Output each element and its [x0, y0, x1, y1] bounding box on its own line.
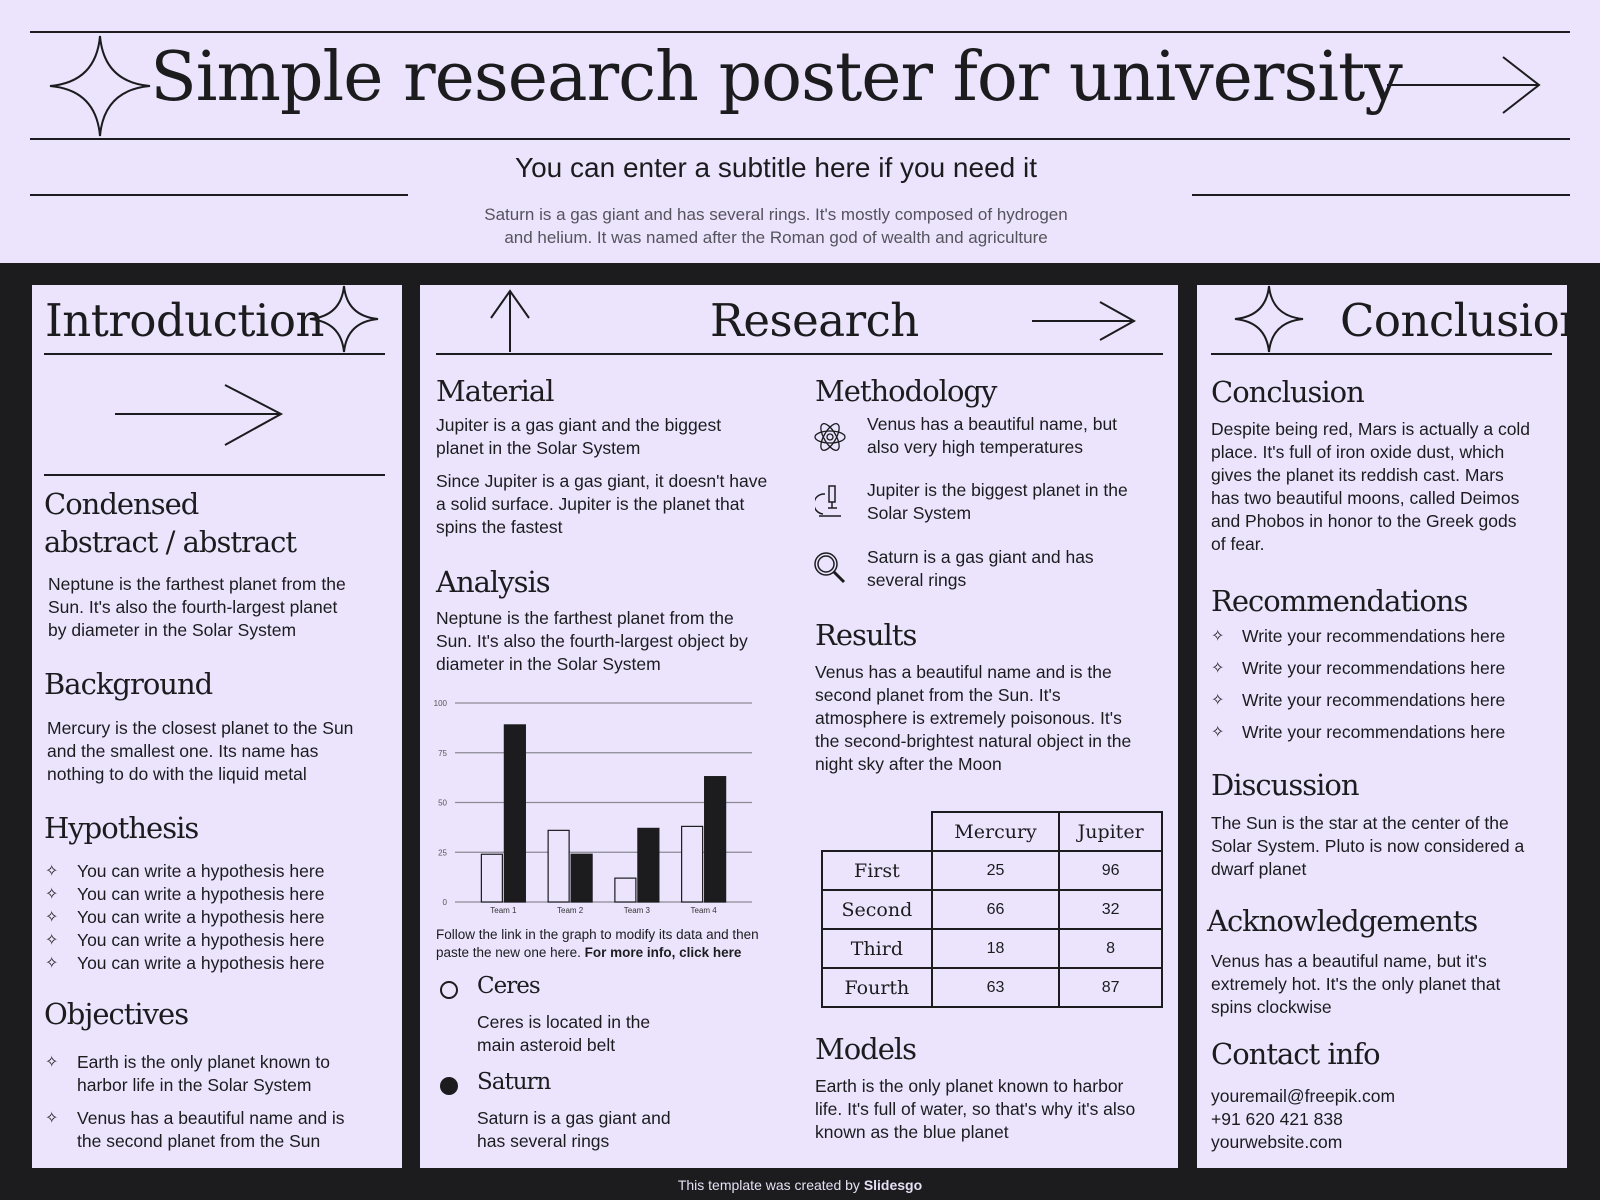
slidesgo-link[interactable]: Slidesgo: [863, 1177, 923, 1193]
table-header: Mercury: [932, 812, 1059, 851]
divider: [30, 138, 1570, 140]
table-cell: 18: [932, 929, 1059, 968]
bar-ceres: [682, 826, 703, 902]
sparkle-icon: ✧: [45, 863, 59, 880]
sparkle-icon: ✧: [1211, 692, 1225, 709]
list-item: [1211, 689, 1561, 712]
text-line: The Sun is the star at the center of the: [1211, 813, 1509, 833]
list-item: [45, 1051, 385, 1097]
table-cell: 8: [1059, 929, 1162, 968]
bar-saturn: [571, 854, 592, 902]
background-title: Background: [44, 667, 213, 701]
table-corner: [822, 812, 932, 851]
x-tick-label: Team 1: [490, 906, 517, 915]
divider: [1192, 194, 1570, 196]
arrow-right-icon: [113, 383, 285, 447]
table-cell: Fourth: [822, 968, 932, 1007]
text-line: several rings: [867, 570, 967, 590]
legend-ceres-title: Ceres: [477, 973, 540, 999]
text-line: spins the fastest: [436, 517, 563, 537]
item-text: [77, 1051, 330, 1097]
analysis-text: [436, 607, 748, 676]
conclusion-title: Conclusion: [1211, 375, 1364, 409]
list-item: [1211, 657, 1561, 680]
bar-chart[interactable]: [420, 690, 780, 920]
chart-note: [436, 926, 759, 962]
bar-ceres: [548, 830, 569, 902]
bar-ceres: [481, 854, 502, 902]
methodology-item-text: [867, 413, 1117, 459]
text-line: diameter in the Solar System: [436, 654, 661, 674]
text-line: and Phobos in honor to the Greek gods: [1211, 511, 1517, 531]
text-line: second planet from the Sun. It's: [815, 685, 1061, 705]
discussion-text: [1211, 812, 1524, 881]
divider: [44, 474, 385, 476]
text-line: night sky after the Moon: [815, 754, 1002, 774]
star-icon: [1233, 284, 1305, 354]
table-cell: Second: [822, 890, 932, 929]
text-line: Neptune is the farthest planet from the: [48, 574, 346, 594]
item-text: You can write a hypothesis here: [77, 930, 325, 950]
text-line: a solid surface. Jupiter is the planet that: [436, 494, 745, 514]
text-line: spins clockwise: [1211, 997, 1332, 1017]
y-tick-label: 50: [438, 798, 447, 808]
text-line: the second-brightest natural object in the: [815, 731, 1132, 751]
sparkle-icon: ✧: [45, 955, 59, 972]
atom-icon: [813, 420, 847, 454]
text-line: Jupiter is the biggest planet in the: [867, 480, 1128, 500]
sparkle-icon: ✧: [45, 932, 59, 949]
item-text: [77, 1107, 345, 1153]
y-tick-label: 0: [442, 898, 447, 907]
arrow-right-icon: [1030, 300, 1138, 342]
sparkle-icon: ✧: [45, 1110, 59, 1127]
objectives-title: Objectives: [44, 997, 189, 1031]
table-cell: 87: [1059, 968, 1162, 1007]
methodology-title: Methodology: [815, 374, 997, 408]
methodology-item-text: [867, 546, 1094, 592]
sparkle-icon: ✧: [1211, 628, 1225, 645]
header: [0, 0, 1600, 263]
text-line: Ceres is located in the: [477, 1012, 651, 1032]
list-item: [45, 952, 385, 975]
list-item: [45, 929, 385, 952]
divider: [44, 353, 385, 355]
analysis-title: Analysis: [436, 565, 550, 599]
text-line: atmosphere is extremely poisonous. It's: [815, 708, 1122, 728]
table-row: [822, 890, 1162, 929]
item-text: Write your recommendations here: [1242, 722, 1506, 742]
more-info-link[interactable]: For more info, click here: [584, 945, 742, 960]
list-item: [1211, 721, 1561, 744]
text-line: has several rings: [477, 1131, 610, 1151]
conclusion-panel-title: Conclusion: [1340, 294, 1588, 347]
text-line: Despite being red, Mars is actually a cold: [1211, 419, 1531, 439]
condensed-title: Condensed: [44, 487, 199, 521]
microscope-icon: [815, 484, 845, 520]
text-line: Venus has a beautiful name and is: [77, 1108, 345, 1128]
text-line: Neptune is the farthest planet from the: [436, 608, 734, 628]
list-item: [45, 906, 385, 929]
item-text: You can write a hypothesis here: [77, 884, 325, 904]
discussion-title: Discussion: [1211, 768, 1359, 802]
bar-saturn: [705, 777, 726, 902]
text-line: also very high temperatures: [867, 437, 1083, 457]
text-line: Venus has a beautiful name and is the: [815, 662, 1112, 682]
page-title: Simple research poster for university: [150, 38, 1402, 117]
divider: [436, 353, 1163, 355]
text-line: and the smallest one. Its name has: [47, 741, 319, 761]
text-line: Saturn is a gas giant and: [477, 1108, 671, 1128]
description: [0, 203, 1552, 249]
item-text: You can write a hypothesis here: [77, 953, 325, 973]
bar-saturn: [638, 828, 659, 902]
sparkle-icon: ✧: [1211, 724, 1225, 741]
sparkle-icon: ✧: [1211, 660, 1225, 677]
y-tick-label: 100: [433, 699, 447, 708]
list-item: [1211, 625, 1561, 648]
table-cell: First: [822, 851, 932, 890]
text-line: Solar System: [867, 503, 972, 523]
text-line: harbor life in the Solar System: [77, 1075, 312, 1095]
table-row: [822, 851, 1162, 890]
subtitle: You can enter a subtitle here if you need it: [515, 152, 1037, 183]
material-title: Material: [436, 374, 554, 408]
table-header: Jupiter: [1059, 812, 1162, 851]
email-link[interactable]: youremail@freepik.com: [1211, 1086, 1396, 1106]
material-text: [436, 470, 767, 539]
footer-text: This template was created by: [677, 1177, 864, 1193]
table-cell: 63: [932, 968, 1059, 1007]
material-text: [436, 414, 721, 460]
phone-number: +91 620 421 838: [1211, 1109, 1343, 1129]
table-cell: 32: [1059, 890, 1162, 929]
contact-title: Contact info: [1211, 1037, 1380, 1071]
table-cell: 25: [932, 851, 1059, 890]
x-tick-label: Team 3: [623, 906, 650, 915]
list-item: [45, 883, 385, 906]
text-line: Earth is the only planet known to harbor: [815, 1076, 1124, 1096]
list-item: [45, 860, 385, 883]
condensed-text: [48, 573, 346, 642]
text-line: place. It's full of iron oxide dust, which: [1211, 442, 1505, 462]
text-line: Follow the link in the graph to modify its data and then: [436, 927, 759, 942]
text-line: Sun. It's also the fourth-largest planet: [48, 597, 338, 617]
acknowledgements-title: Acknowledgements: [1207, 904, 1478, 938]
text-line: the second planet from the Sun: [77, 1131, 321, 1151]
legend-swatch-saturn: [440, 1077, 458, 1095]
legend-swatch-ceres: [440, 981, 458, 999]
condensed-title: abstract / abstract: [44, 525, 297, 559]
text-line: of fear.: [1211, 534, 1265, 554]
table-cell: 66: [932, 890, 1059, 929]
table-row: [822, 929, 1162, 968]
table-cell: 96: [1059, 851, 1162, 890]
item-text: Write your recommendations here: [1242, 626, 1506, 646]
text-line: dwarf planet: [1211, 859, 1307, 879]
legend-saturn-text: [477, 1107, 671, 1153]
text-line: Saturn is a gas giant and has: [867, 547, 1094, 567]
divider: [1211, 353, 1552, 355]
divider: [30, 194, 408, 196]
conclusion-text: [1211, 418, 1530, 556]
text-line: Mercury is the closest planet to the Sun: [47, 718, 354, 738]
text-line: life. It's full of water, so that's why it's also: [815, 1099, 1136, 1119]
text-line: by diameter in the Solar System: [48, 620, 297, 640]
item-text: You can write a hypothesis here: [77, 907, 325, 927]
text-line: main asteroid belt: [477, 1035, 616, 1055]
table-row: [822, 968, 1162, 1007]
introduction-title: Introduction: [45, 294, 324, 347]
sparkle-icon: ✧: [45, 886, 59, 903]
list-item: [45, 1107, 385, 1153]
acknowledgements-text: [1211, 950, 1500, 1019]
text-line: extremely hot. It's the only planet that: [1211, 974, 1501, 994]
arrow-up-icon: [489, 288, 531, 354]
text-line: has two beautiful moons, called Deimos: [1211, 488, 1520, 508]
models-title: Models: [815, 1032, 917, 1066]
research-title: Research: [710, 294, 919, 347]
item-text: You can write a hypothesis here: [77, 861, 325, 881]
x-tick-label: Team 2: [557, 906, 584, 915]
description-line: and helium. It was named after the Roman god of wealth and agriculture: [504, 228, 1048, 247]
item-text: Write your recommendations here: [1242, 690, 1506, 710]
footer: [0, 1177, 1600, 1193]
text-line: Sun. It's also the fourth-largest object by: [436, 631, 748, 651]
y-tick-label: 25: [438, 848, 447, 858]
table-cell: Third: [822, 929, 932, 968]
text-line: Jupiter is a gas giant and the biggest: [436, 415, 722, 435]
divider: [30, 31, 1570, 33]
text-line: planet in the Solar System: [436, 438, 641, 458]
sparkle-icon: ✧: [45, 909, 59, 926]
bar-saturn: [504, 725, 525, 902]
text-line: gives the planet its reddish cast. Mars: [1211, 465, 1504, 485]
website-link[interactable]: yourwebsite.com: [1211, 1132, 1343, 1152]
description-line: Saturn is a gas giant and has several rings. It's mostly composed of hydrogen: [484, 205, 1068, 224]
contact-info: [1211, 1085, 1395, 1154]
text-line: nothing to do with the liquid metal: [47, 764, 307, 784]
models-text: [815, 1075, 1135, 1144]
text-line: known as the blue planet: [815, 1122, 1009, 1142]
methodology-item-text: [867, 479, 1128, 525]
text-line: Since Jupiter is a gas giant, it doesn't have: [436, 471, 768, 491]
legend-ceres-text: [477, 1011, 650, 1057]
item-text: Write your recommendations here: [1242, 658, 1506, 678]
text-line: Solar System. Pluto is now considered a: [1211, 836, 1525, 856]
bar-ceres: [615, 878, 636, 902]
background-text: [47, 717, 353, 786]
legend-saturn-title: Saturn: [477, 1069, 551, 1095]
x-tick-label: Team 4: [690, 906, 717, 915]
recommendations-title: Recommendations: [1211, 584, 1468, 618]
results-title: Results: [815, 618, 917, 652]
magnifier-icon: [813, 551, 847, 585]
text-line: Venus has a beautiful name, but: [867, 414, 1118, 434]
y-tick-label: 75: [438, 748, 447, 758]
hypothesis-title: Hypothesis: [44, 811, 199, 845]
text-line: paste the new one here.: [436, 945, 581, 960]
table-header-row: [822, 812, 1162, 851]
star-icon: [308, 284, 380, 354]
text-line: Venus has a beautiful name, but it's: [1211, 951, 1487, 971]
results-text: [815, 661, 1131, 776]
results-table: [821, 811, 1163, 1008]
text-line: Earth is the only planet known to: [77, 1052, 330, 1072]
sparkle-icon: ✧: [45, 1054, 59, 1071]
